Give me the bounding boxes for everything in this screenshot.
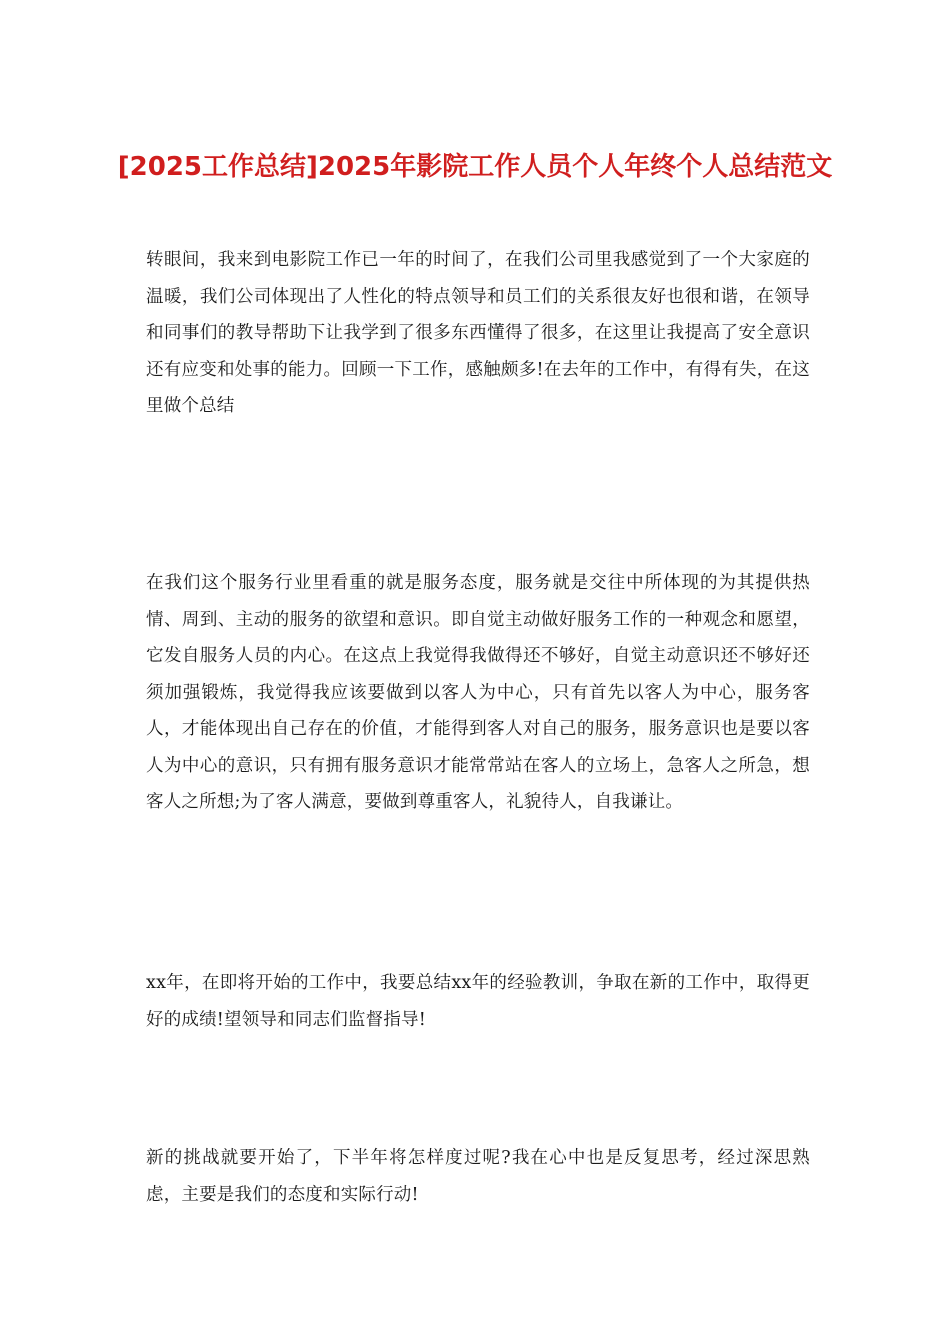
paragraph-next-year: xx年，在即将开始的工作中，我要总结xx年的经验教训，争取在新的工作中，取得更好的成绩!望领导和同志们监督指导! bbox=[146, 973, 810, 1030]
paragraph-intro: 转眼间，我来到电影院工作已一年的时间了，在我们公司里我感觉到了一个大家庭的温暖，我们公司体现出了人性化的特点领导和员工们的关系很友好也很和谐，在领导和同事们的教导帮助下让我学到了很多东西懂得了很多，在这里让我提高了安全意识还有应变和处事的能力。回顾一下工作，感触颇多!在去年的工作中，有得有失，在这里做个总结 bbox=[146, 250, 810, 416]
paragraph-service-attitude: 在我们这个服务行业里看重的就是服务态度，服务就是交往中所体现的为其提供热情、周到、主动的服务的欲望和意识。即自觉主动做好服务工作的一种观念和愿望，它发自服务人员的内心。在这点上我觉得我做得还不够好，自觉主动意识还不够好还须加强锻炼，我觉得我应该要做到以客人为中心，只有首先以客人为中心，服务客人，才能体现出自己存在的价值，才能得到客人对自己的服务，服务意识也是要以客人为中心的意识，只有拥有服务意识才能常常站在客人的立场上，急客人之所急，想客人之所想;为了客人满意，要做到尊重客人，礼貌待人，自我谦让。 bbox=[146, 573, 810, 812]
paragraph-new-challenge: 新的挑战就要开始了，下半年将怎样度过呢?我在心中也是反复思考，经过深思熟虑，主要是我们的态度和实际行动! bbox=[146, 1148, 810, 1205]
document-title: [2025工作总结]2025年影院工作人员个人年终个人总结范文 bbox=[117, 152, 833, 182]
